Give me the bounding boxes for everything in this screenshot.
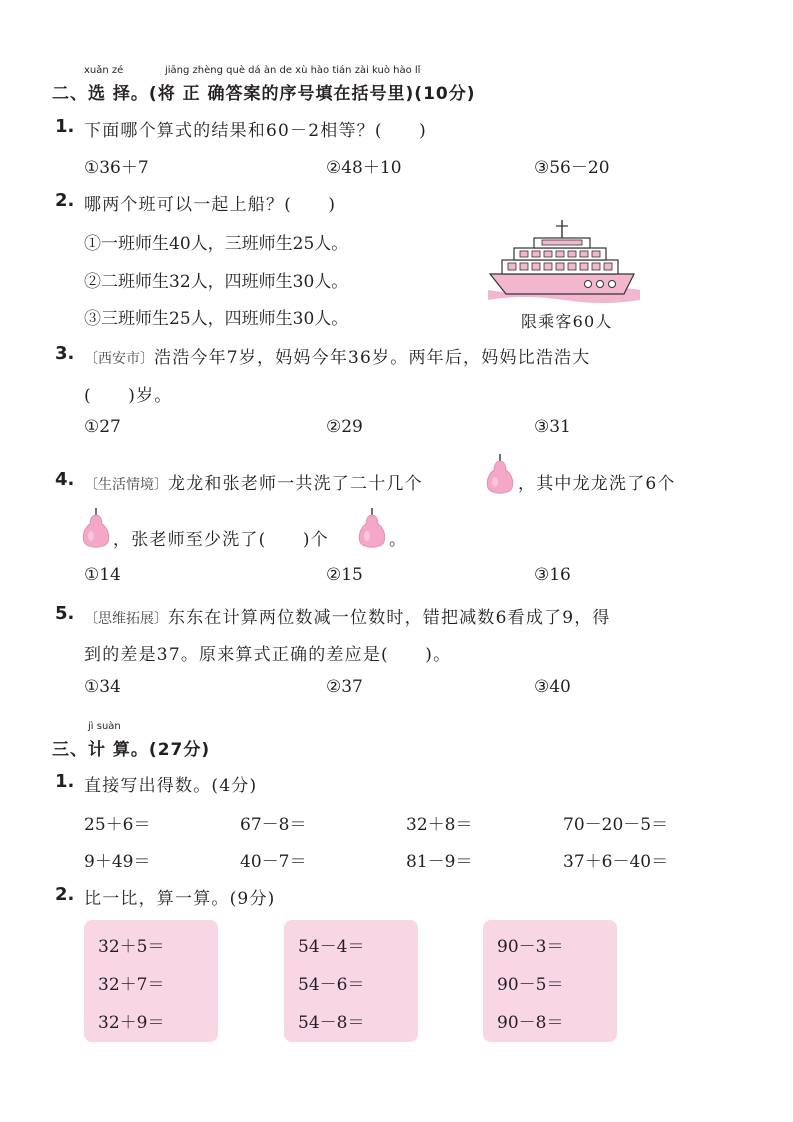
q1-text: 下面哪个算式的结果和60－2相等？( ) xyxy=(84,121,427,141)
compare-box-3 xyxy=(483,920,617,1042)
q1-option-3[interactable]: ③56－20 xyxy=(534,158,610,178)
pear-icon xyxy=(356,506,388,550)
q3-option-1[interactable]: ①27 xyxy=(84,417,121,437)
compare-item[interactable]: 54－8＝ xyxy=(298,1013,365,1033)
q5-tag: 〔思维拓展〕 xyxy=(84,611,168,627)
compare-item[interactable]: 54－4＝ xyxy=(298,937,365,957)
s3-q1-text: 直接写出得数。(4分) xyxy=(84,776,258,796)
calc-item[interactable]: 32＋8＝ xyxy=(406,815,473,835)
s3-q2-number: 2. xyxy=(55,884,75,905)
pear-icon xyxy=(80,506,112,550)
pinyin-xuanze: xuǎn zé xyxy=(84,65,124,76)
q1-option-2[interactable]: ②48＋10 xyxy=(326,158,402,178)
q5-number: 5. xyxy=(55,603,75,624)
compare-box-2 xyxy=(284,920,418,1042)
q3-number: 3. xyxy=(55,343,75,364)
q4-option-3[interactable]: ③16 xyxy=(534,565,571,585)
q4-line1a xyxy=(84,469,423,494)
q2-option-1[interactable]: ①一班师生40人，三班师生25人。 xyxy=(84,234,349,254)
q5-option-2[interactable]: ②37 xyxy=(326,677,363,697)
q5-text: 东东在计算两位数减一位数时，错把减数6看成了9，得 xyxy=(168,608,611,628)
q4-text2-a: ，张老师至少洗了( )个 xyxy=(113,530,329,550)
compare-item[interactable]: 90－5＝ xyxy=(497,975,564,995)
compare-item[interactable]: 54－6＝ xyxy=(298,975,365,995)
calc-item[interactable]: 40－7＝ xyxy=(240,852,307,872)
pinyin-jisuan: jì suàn xyxy=(88,721,121,732)
q4-number: 4. xyxy=(55,469,75,490)
q3-text: 浩浩今年7岁，妈妈今年36岁。两年后，妈妈比浩浩大 xyxy=(154,348,591,368)
compare-item[interactable]: 90－8＝ xyxy=(497,1013,564,1033)
compare-item[interactable]: 32＋5＝ xyxy=(98,937,165,957)
calc-item[interactable]: 25＋6＝ xyxy=(84,815,151,835)
compare-box-1 xyxy=(84,920,218,1042)
q4-option-2[interactable]: ②15 xyxy=(326,565,363,585)
calc-item[interactable]: 37＋6－40＝ xyxy=(563,852,669,872)
calc-item[interactable]: 70－20－5＝ xyxy=(563,815,669,835)
calc-item[interactable]: 67－8＝ xyxy=(240,815,307,835)
q5-text2: 到的差是37。原来算式正确的差应是( )。 xyxy=(84,645,452,665)
calc-item[interactable]: 81－9＝ xyxy=(406,852,473,872)
q2-option-3[interactable]: ③三班师生25人，四班师生30人。 xyxy=(84,309,349,329)
section2-title: 二、选 择。(将 正 确答案的序号填在括号里)(10分) xyxy=(52,84,476,104)
q5-option-3[interactable]: ③40 xyxy=(534,677,571,697)
q3-text2: ( )岁。 xyxy=(84,386,173,406)
q3-tag: 〔西安市〕 xyxy=(84,351,154,367)
q1-option-1[interactable]: ①36＋7 xyxy=(84,158,149,178)
compare-item[interactable]: 32＋9＝ xyxy=(98,1013,165,1033)
pinyin-instruction: jiāng zhèng què dá àn de xù hào tián zài kuò hào lǐ xyxy=(165,65,421,76)
q4-option-1[interactable]: ①14 xyxy=(84,565,121,585)
calc-item[interactable]: 9＋49＝ xyxy=(84,852,151,872)
section3-title: 三、计 算。(27分) xyxy=(52,740,211,760)
s3-q1-number: 1. xyxy=(55,771,75,792)
compare-item[interactable]: 32＋7＝ xyxy=(98,975,165,995)
q3-option-2[interactable]: ②29 xyxy=(326,417,363,437)
q5-line1 xyxy=(84,603,611,628)
q1-number: 1. xyxy=(55,116,75,137)
q3-line1 xyxy=(84,343,590,368)
boat-caption: 限乘客60人 xyxy=(521,312,613,331)
q2-number: 2. xyxy=(55,190,75,211)
pear-icon xyxy=(484,452,516,496)
boat-icon xyxy=(484,216,644,306)
q4-text-b: ，其中龙龙洗了6个 xyxy=(518,474,676,494)
q5-option-1[interactable]: ①34 xyxy=(84,677,121,697)
q2-option-2[interactable]: ②二班师生32人，四班师生30人。 xyxy=(84,272,349,292)
q3-option-3[interactable]: ③31 xyxy=(534,417,571,437)
q4-text2-b: 。 xyxy=(389,530,408,550)
q4-tag: 〔生活情境〕 xyxy=(84,477,168,493)
q2-text: 哪两个班可以一起上船？( ) xyxy=(84,195,337,215)
s3-q2-text: 比一比，算一算。(9分) xyxy=(84,889,276,909)
compare-item[interactable]: 90－3＝ xyxy=(497,937,564,957)
q4-text-a: 龙龙和张老师一共洗了二十几个 xyxy=(168,474,423,494)
